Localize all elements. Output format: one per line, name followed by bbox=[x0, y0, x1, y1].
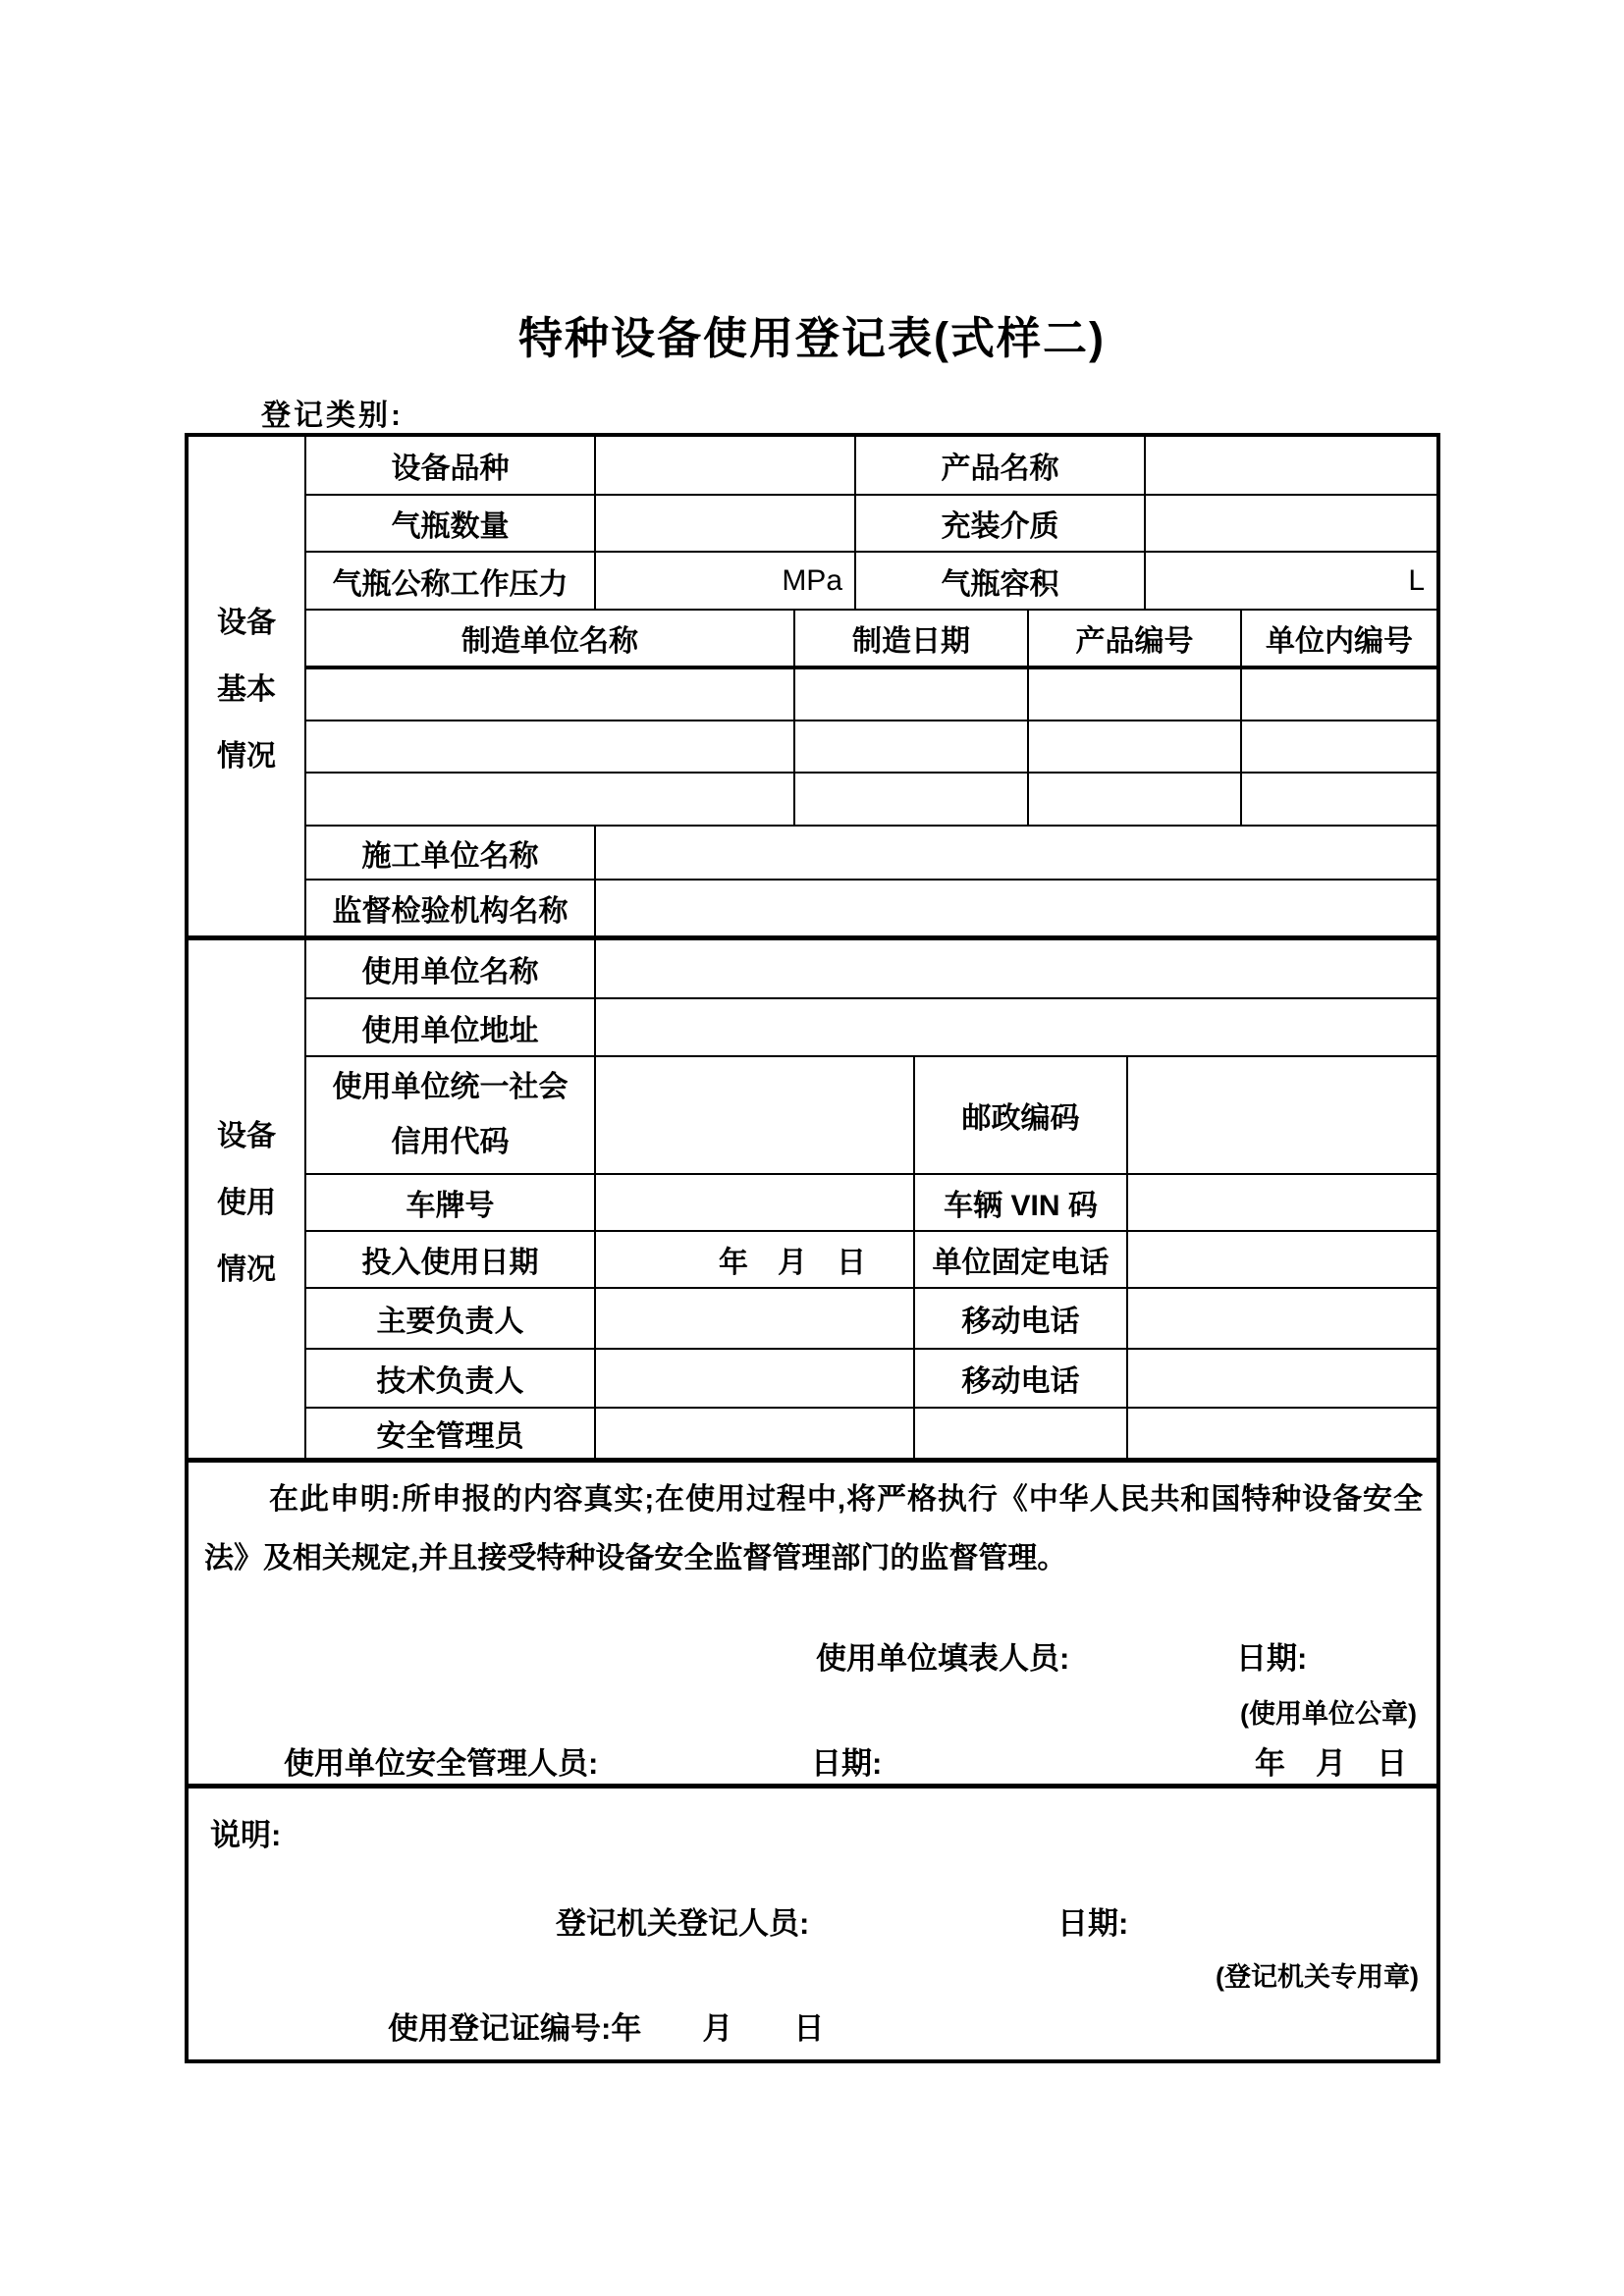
mfg-date-header: 制造日期 bbox=[795, 611, 1029, 666]
volume-unit-cell: L bbox=[1408, 563, 1425, 597]
internal-no-entry-cell bbox=[1242, 721, 1436, 772]
note-label: 说明: bbox=[210, 1818, 282, 1852]
mfg-name-header: 制造单位名称 bbox=[306, 611, 795, 666]
plate-number-label: 车牌号 bbox=[306, 1175, 596, 1230]
internal-no-entry-cell bbox=[1242, 669, 1436, 720]
use-unit-name-label: 使用单位名称 bbox=[306, 940, 596, 997]
registration-category-label: 登记类别: bbox=[261, 400, 404, 432]
form-filler-date-label: 日期: bbox=[1236, 1641, 1308, 1676]
tech-lead-mobile-label: 移动电话 bbox=[915, 1350, 1128, 1407]
side-label-line: 情况 bbox=[217, 1253, 276, 1286]
inspection-org-value-cell bbox=[596, 881, 1436, 935]
pressure-unit-cell: MPa bbox=[596, 553, 856, 609]
row-cylinder-count bbox=[306, 496, 1436, 553]
principal-mobile-value-cell bbox=[1128, 1289, 1436, 1348]
construction-unit-value-cell bbox=[596, 827, 1436, 879]
form-filler-label: 使用单位填表人员: bbox=[816, 1641, 1070, 1676]
product-no-entry-cell bbox=[1029, 774, 1242, 825]
registrar-label: 登记机关登记人员: bbox=[556, 1906, 810, 1941]
section-declaration bbox=[189, 1463, 1436, 1789]
internal-no-header: 单位内编号 bbox=[1266, 625, 1413, 658]
section-side-label-use bbox=[189, 940, 306, 1458]
side-label-line: 基本 bbox=[217, 673, 276, 706]
device-variety-value-cell bbox=[596, 437, 856, 494]
landline-label: 单位固定电话 bbox=[915, 1232, 1128, 1287]
credit-code-label-line1: 使用单位统一社会 bbox=[332, 1071, 568, 1103]
cylinder-count-value-cell bbox=[596, 496, 856, 551]
safety-officer-value-cell bbox=[596, 1409, 915, 1458]
row-device-variety bbox=[306, 437, 1436, 496]
commission-date-value-cell: 年 月 日 bbox=[596, 1232, 915, 1287]
commission-date-label: 投入使用日期 bbox=[306, 1232, 596, 1287]
row-principal bbox=[306, 1289, 1436, 1350]
row-commission-date bbox=[306, 1232, 1436, 1289]
credit-code-label bbox=[306, 1057, 596, 1173]
side-label-line: 设备 bbox=[217, 607, 276, 639]
row-credit-code bbox=[306, 1057, 1436, 1175]
row-safety-officer bbox=[306, 1409, 1436, 1458]
product-no-entry-cell bbox=[1029, 721, 1242, 772]
row-manufacturer-entry bbox=[306, 774, 1436, 827]
vehicle-vin-value-cell bbox=[1128, 1175, 1436, 1230]
row-pressure-volume bbox=[306, 553, 1436, 611]
registry-seal-note: (登记机关专用章) bbox=[1216, 1962, 1419, 1992]
section-equipment-use bbox=[189, 940, 1436, 1463]
safety-manager-label: 使用单位安全管理人员: bbox=[284, 1746, 599, 1781]
vehicle-vin-label: 车辆 VIN 码 bbox=[915, 1175, 1128, 1230]
plate-number-value-cell bbox=[596, 1175, 915, 1230]
product-name-value-cell bbox=[1146, 437, 1436, 494]
section-note bbox=[189, 1789, 1436, 2059]
mfg-date-entry-cell bbox=[795, 721, 1029, 772]
product-no-header: 产品编号 bbox=[1029, 611, 1242, 666]
use-unit-address-value-cell bbox=[596, 999, 1436, 1055]
principal-value-cell bbox=[596, 1289, 915, 1348]
use-unit-name-value-cell bbox=[596, 940, 1436, 997]
row-manufacturer-header bbox=[306, 611, 1436, 669]
mfg-date-entry-cell bbox=[795, 669, 1029, 720]
postal-code-label: 邮政编码 bbox=[915, 1057, 1128, 1173]
registration-form-table bbox=[185, 433, 1440, 2063]
filling-medium-label: 充装介质 bbox=[856, 496, 1146, 551]
inspection-org-label: 监督检验机构名称 bbox=[306, 881, 596, 935]
use-unit-address-label: 使用单位地址 bbox=[306, 999, 596, 1055]
row-manufacturer-entry bbox=[306, 669, 1436, 721]
form-title: 特种设备使用登记表(式样二) bbox=[518, 313, 1106, 363]
safety-manager-date-label: 日期: bbox=[811, 1746, 883, 1781]
side-label-line: 设备 bbox=[217, 1119, 276, 1152]
row-inspection-org bbox=[306, 881, 1436, 935]
product-no-entry-cell bbox=[1029, 669, 1242, 720]
landline-value-cell bbox=[1128, 1232, 1436, 1287]
tech-lead-mobile-value-cell bbox=[1128, 1350, 1436, 1407]
safety-manager-date-ymd: 年 月 日 bbox=[1255, 1746, 1407, 1781]
mfg-name-entry-cell bbox=[306, 669, 795, 720]
internal-no-entry-cell bbox=[1242, 774, 1436, 825]
safety-officer-extra-cell bbox=[915, 1409, 1128, 1458]
registrar-date-label: 日期: bbox=[1057, 1906, 1129, 1941]
filling-medium-value-cell bbox=[1146, 496, 1436, 551]
side-label-line: 使用 bbox=[217, 1186, 276, 1219]
row-manufacturer-entry bbox=[306, 721, 1436, 774]
use-unit-seal-note: (使用单位公章) bbox=[1240, 1699, 1417, 1729]
safety-officer-extra-value-cell bbox=[1128, 1409, 1436, 1458]
tech-lead-value-cell bbox=[596, 1350, 915, 1407]
section-equipment-basic bbox=[189, 437, 1436, 940]
tech-lead-label: 技术负责人 bbox=[306, 1350, 596, 1407]
declaration-statement: 在此申明:所申报的内容真实;在使用过程中,将严格执行《中华人民共和国特种设备安全法》及相关规定,并且接受特种设备安全监督管理部门的监督管理。 bbox=[204, 1483, 1423, 1575]
row-plate-vin bbox=[306, 1175, 1436, 1232]
credit-code-label-line2: 信用代码 bbox=[391, 1126, 510, 1158]
mfg-name-entry-cell bbox=[306, 721, 795, 772]
mfg-date-entry-cell bbox=[795, 774, 1029, 825]
safety-officer-label: 安全管理员 bbox=[306, 1409, 596, 1458]
principal-label: 主要负责人 bbox=[306, 1289, 596, 1348]
section-side-label-basic bbox=[189, 437, 306, 935]
row-use-unit-name bbox=[306, 940, 1436, 999]
row-use-unit-address bbox=[306, 999, 1436, 1057]
principal-mobile-label: 移动电话 bbox=[915, 1289, 1128, 1348]
row-construction-unit bbox=[306, 827, 1436, 881]
postal-code-value-cell bbox=[1128, 1057, 1436, 1173]
device-variety-label: 设备品种 bbox=[306, 437, 596, 494]
row-tech-lead bbox=[306, 1350, 1436, 1409]
construction-unit-label: 施工单位名称 bbox=[306, 827, 596, 879]
nominal-pressure-label: 气瓶公称工作压力 bbox=[306, 553, 596, 609]
cylinder-volume-label: 气瓶容积 bbox=[856, 553, 1146, 609]
side-label-line: 情况 bbox=[217, 740, 276, 773]
product-name-label: 产品名称 bbox=[856, 437, 1146, 494]
credit-code-value-cell bbox=[596, 1057, 915, 1173]
use-cert-number-line: 使用登记证编号:年 月 日 bbox=[388, 2011, 825, 2046]
cylinder-count-label: 气瓶数量 bbox=[306, 496, 596, 551]
mfg-name-entry-cell bbox=[306, 774, 795, 825]
